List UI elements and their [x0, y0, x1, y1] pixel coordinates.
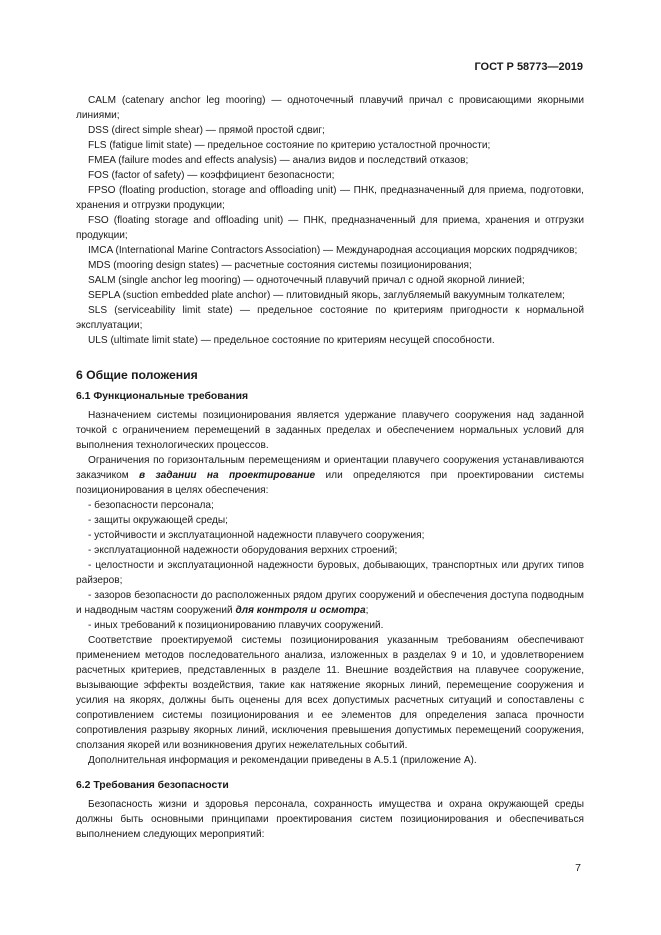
text-run: зазоров безопасности до расположенных рядом других сооружений и обеспечения доступа подводным и надводным частям сооружений: [76, 590, 585, 616]
list-item: - безопасности персонала;: [88, 500, 214, 511]
abbreviation-item: SLS (serviceability limit state) — предельное состояние по критериям пригодности к нормальной эксплуатации;: [76, 305, 584, 331]
list-item: - иных требований к позиционированию плавучих сооружений.: [88, 620, 384, 631]
list-item: - эксплуатационной надежности оборудования верхних строений;: [88, 545, 398, 556]
abbreviation-item: DSS (direct simple shear) — прямой простой сдвиг;: [88, 125, 325, 136]
paragraph: Соответствие проектируемой системы позиционирования указанным требованиям обеспечивают применением методов последовательного анализа, изложенных в разделах 9 и 10, и удовлетворением расчетных критериев, представленных в разделе 11. Внешние воздействия на плавучее сооружение, вызывающие эффекты воздействия, такие как натяжение якорных линий, перемещение сооружения и усилия на якорях, должны быть оценены для всех допустимых расчетных ситуаций и сопоставлены с сопротивлением системы позиционирования и ее элементов для определения запаса прочности сопротивления разрыву якорных линий, исключения превышения допустимых перемещений сооружения, сползания якорей или возникновения других нежелательных событий.: [76, 635, 584, 751]
abbreviation-item: FOS (factor of safety) — коэффициент безопасности;: [88, 170, 335, 181]
page-content: [76, 93, 584, 842]
paragraph: [76, 453, 584, 498]
list-item-text: иных требований к позиционированию плавучих сооружений.: [94, 620, 384, 631]
subsection-heading: 6.2 Требования безопасности: [76, 780, 229, 791]
abbreviation-item: SALM (single anchor leg mooring) — одноточечный плавучий причал с одной якорной линией;: [88, 275, 525, 286]
abbreviation-item: FSO (floating storage and offloading unit) — ПНК, предназначенный для приема, хранения и отгрузки продукции;: [76, 215, 584, 241]
list-item-text: защиты окружающей среды;: [94, 515, 228, 526]
list-item-text: устойчивости и эксплуатационной надежности плавучего сооружения;: [94, 530, 425, 541]
abbreviation-item: CALM (catenary anchor leg mooring) — одноточечный плавучий причал с провисающими якорными линиями;: [76, 95, 584, 121]
list-item: - целостности и эксплуатационной надежности буровых, добывающих, транспортных или других типов райзеров;: [76, 560, 585, 586]
abbreviation-item: IMCA (International Marine Contractors Association) — Международная ассоциация морских подрядчиков;: [88, 245, 578, 256]
subsection-heading: 6.1 Функциональные требования: [76, 391, 249, 402]
text-run: Ограничения по горизонтальным перемещениям и ориентации плавучего сооружения устанавливаются заказчиком: [76, 455, 584, 481]
abbreviation-item: FLS (fatigue limit state) — предельное состояние по критерию усталостной прочности;: [88, 140, 491, 151]
paragraph: Назначением системы позиционирования является удержание плавучего сооружения над заданной точкой с ограничением перемещений в заданных пределах и обеспечением нормальных условий для выполнения технологических процессов.: [76, 410, 584, 451]
paragraph: Безопасность жизни и здоровья персонала, сохранность имущества и охрана окружающей среды должны быть основными принципами проектирования систем позиционирования и обеспечиваться выполнением следующих мероприятий:: [76, 799, 584, 840]
list-item-text: безопасности персонала;: [94, 500, 214, 511]
page-number: 7: [575, 862, 581, 874]
section-heading: 6 Общие положения: [76, 368, 198, 382]
abbreviation-item: FPSO (floating production, storage and offloading unit) — ПНК, предназначенный для приема, подготовки, хранения и отгрузки продукции;: [76, 185, 584, 211]
abbreviation-item: ULS (ultimate limit state) — предельное состояние по критериям несущей способности.: [88, 335, 495, 346]
emphasized-text: для контроля и осмотра: [235, 605, 366, 616]
list-item-text: целостности и эксплуатационной надежности буровых, добывающих, транспортных или других типов райзеров;: [76, 560, 585, 586]
list-item: - устойчивости и эксплуатационной надежности плавучего сооружения;: [88, 530, 425, 541]
list-item-text: эксплуатационной надежности оборудования верхних строений;: [94, 545, 398, 556]
list-item: - зазоров безопасности до расположенных рядом других сооружений и обеспечения доступа подводным и надводным частям сооружений для контроля и осмотра;: [76, 590, 585, 616]
abbreviation-list: [76, 93, 584, 348]
text-run: или определяются при проектировании системы позиционирования в целях обеспечения:: [76, 470, 584, 496]
abbreviation-item: FMEA (failure modes and effects analysis) — анализ видов и последствий отказов;: [88, 155, 469, 166]
standard-header: ГОСТ Р 58773—2019: [474, 61, 583, 73]
paragraph: Дополнительная информация и рекомендации приведены в А.5.1 (приложение А).: [88, 755, 477, 766]
text-run: ;: [365, 605, 369, 616]
emphasized-text: в задании на проектирование: [139, 470, 316, 481]
list-item: - защиты окружающей среды;: [88, 515, 228, 526]
abbreviation-item: SEPLA (suction embedded plate anchor) — плитовидный якорь, заглубляемый вакуумным толкателем;: [88, 290, 565, 301]
abbreviation-item: MDS (mooring design states) — расчетные состояния системы позиционирования;: [88, 260, 472, 271]
